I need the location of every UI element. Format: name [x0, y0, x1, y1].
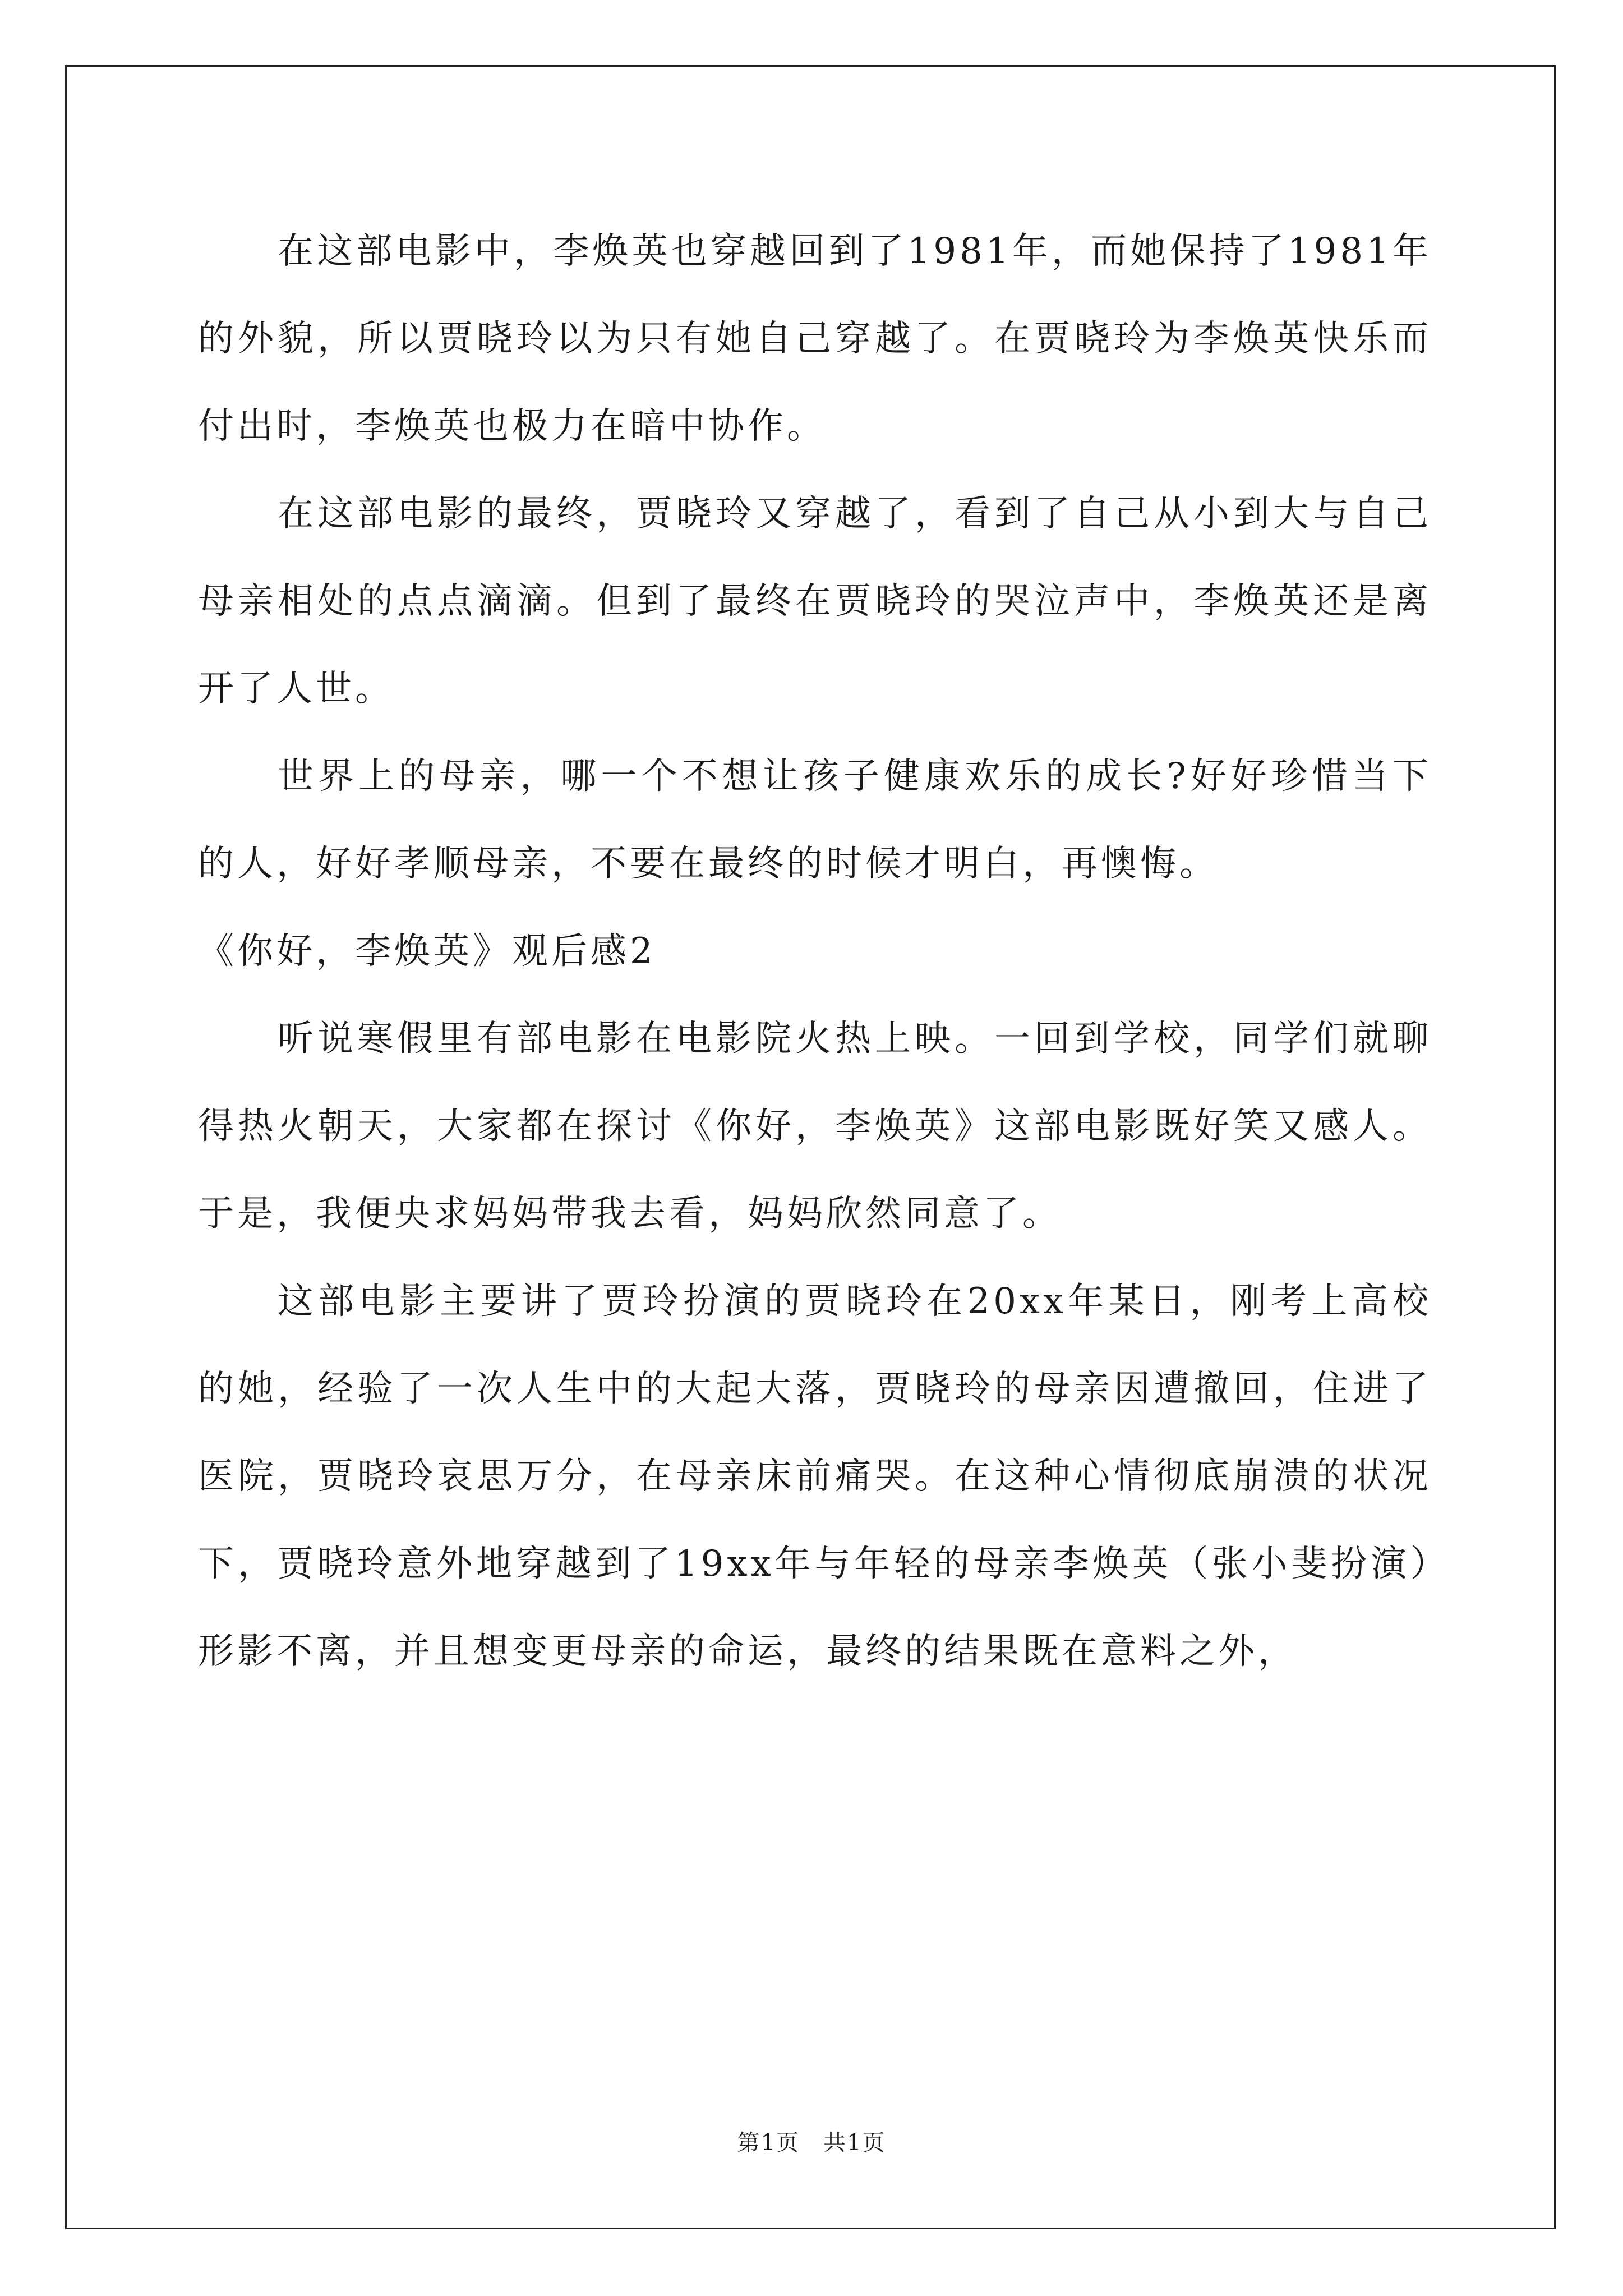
document-body [198, 208, 1432, 1695]
paragraph: 听说寒假里有部电影在电影院火热上映。一回到学校，同学们就聊得热火朝天，大家都在探讨《你好，李焕英》这部电影既好笑又感人。于是，我便央求妈妈带我去看，妈妈欣然同意了。 [198, 1018, 1432, 1235]
paragraph: 世界上的母亲，哪一个不想让孩子健康欢乐的成长?好好珍惜当下的人，好好孝顺母亲，不要在最终的时候才明白，再懊悔。 [198, 756, 1432, 885]
page-footer: 第1页 共1页 [737, 2130, 886, 2156]
paragraph: 在这部电影中，李焕英也穿越回到了1981年，而她保持了1981年的外貌，所以贾晓玲以为只有她自己穿越了。在贾晓玲为李焕英快乐而付出时，李焕英也极力在暗中协作。 [198, 231, 1432, 447]
section-heading: 《你好，李焕英》观后感2 [198, 931, 656, 972]
paragraph: 这部电影主要讲了贾玲扮演的贾晓玲在20xx年某日，刚考上高校的她，经验了一次人生中的大起大落，贾晓玲的母亲因遭撤回，住进了医院，贾晓玲哀思万分，在母亲床前痛哭。在这种心情彻底崩溃的状况下，贾晓玲意外地穿越到了19xx年与年轻的母亲李焕英（张小斐扮演）形影不离，并且想变更母亲的命运，最终的结果既在意料之外， [198, 1281, 1432, 1672]
paragraph: 在这部电影的最终，贾晓玲又穿越了，看到了自己从小到大与自己母亲相处的点点滴滴。但到了最终在贾晓玲的哭泣声中，李焕英还是离开了人世。 [198, 493, 1432, 710]
